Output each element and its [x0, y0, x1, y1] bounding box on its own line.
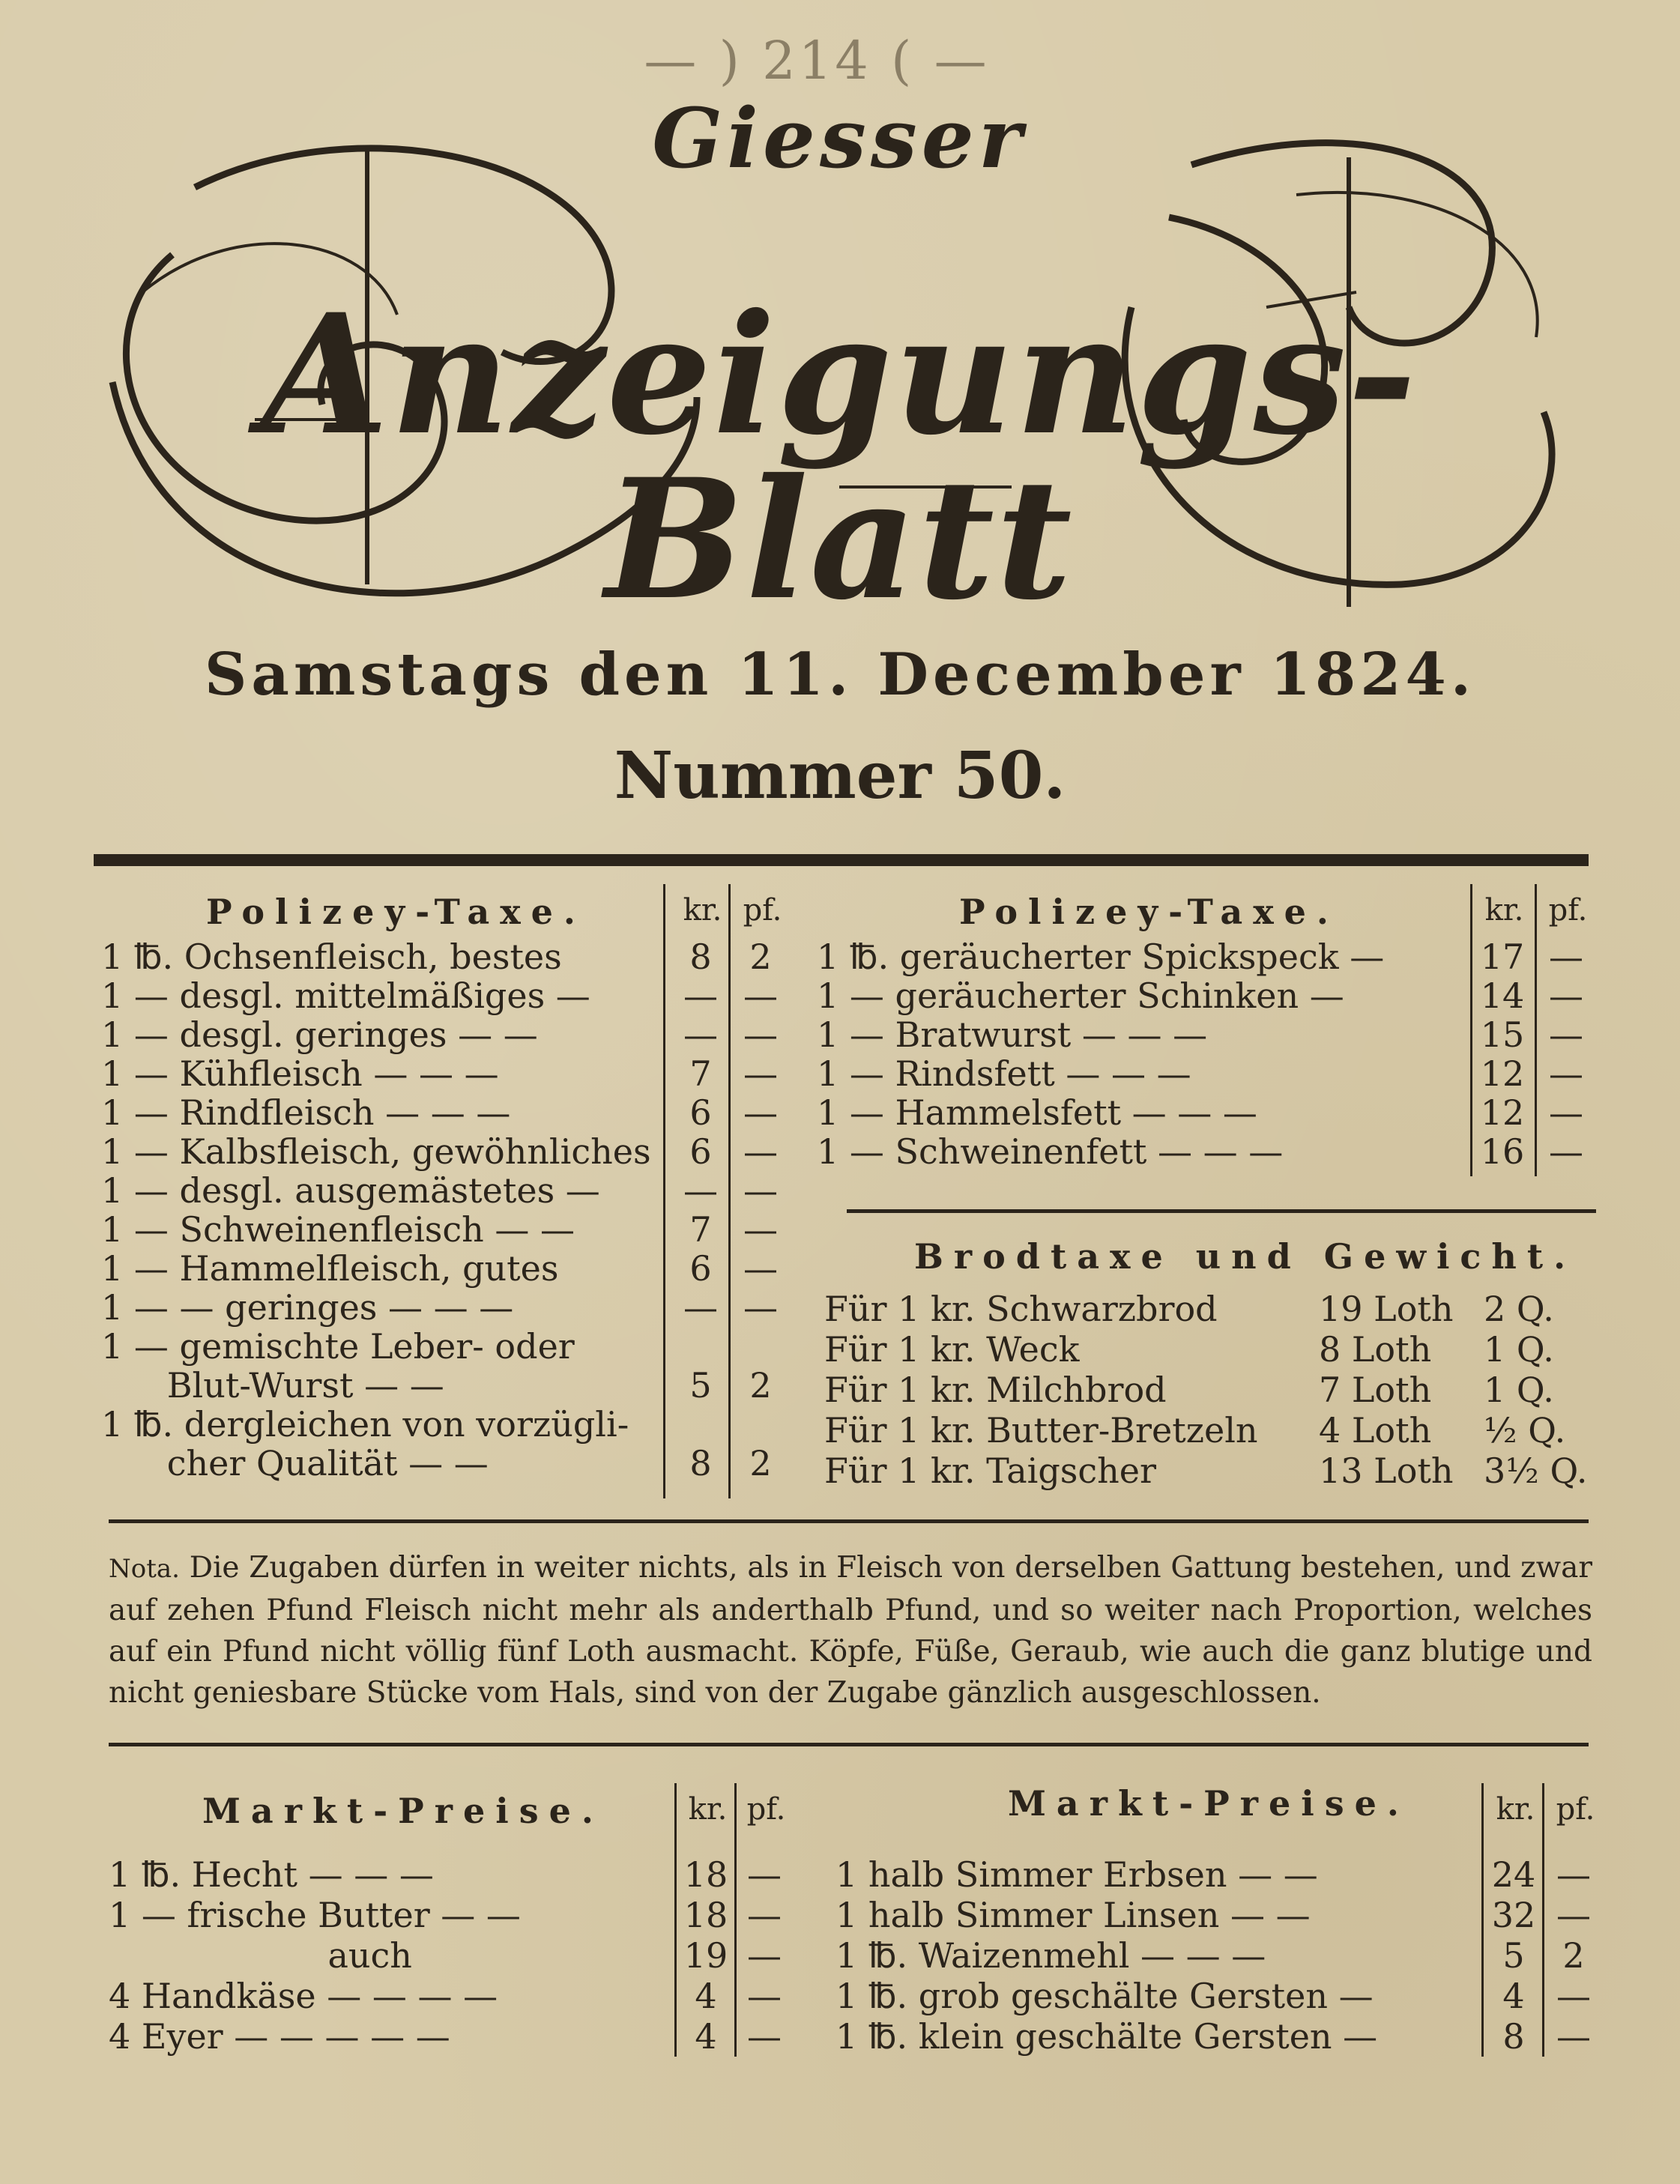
row-pf-value: — — [1556, 1854, 1591, 1895]
table-row — [101, 975, 791, 1014]
row-kr-value: — — [683, 1170, 718, 1211]
table-row — [109, 1895, 794, 1934]
table-row — [836, 1854, 1604, 1893]
row-loth-value: 8 Loth — [1319, 1329, 1432, 1370]
column-header-kr: kr. — [1484, 893, 1524, 928]
table-heading: Polizey-Taxe. — [206, 892, 586, 932]
row-kr-value: 18 — [683, 1895, 728, 1935]
row-pf-value: — — [747, 1895, 782, 1935]
row-item: 1 ℔. grob geschälte Gersten — — [836, 1976, 1374, 2016]
row-pf-value: — — [743, 1170, 778, 1211]
nota-label: Nota. — [109, 1554, 180, 1584]
row-item: 1 halb Simmer Erbsen — — — [836, 1854, 1318, 1895]
table-row — [109, 2016, 794, 2055]
row-pf-value: — — [1556, 1895, 1591, 1935]
row-quent-value: 1 Q. — [1484, 1329, 1554, 1370]
table-row — [101, 1053, 791, 1092]
table-heading: Brodtaxe und Gewicht. — [914, 1236, 1577, 1277]
row-pf-value: — — [747, 2016, 782, 2057]
row-kr-value: 5 — [689, 1365, 712, 1406]
row-pf-value: — — [743, 1287, 778, 1328]
row-item: 1 — Hammelsfett — — — — [817, 1092, 1257, 1133]
row-kr-value: 8 — [1502, 2016, 1525, 2057]
table-row — [836, 1976, 1604, 2015]
row-item: auch — [109, 1935, 412, 1976]
row-kr-value: 32 — [1491, 1895, 1536, 1935]
row-loth-value: 4 Loth — [1319, 1410, 1432, 1451]
row-kr-value: 6 — [689, 1131, 712, 1172]
row-pf-value: — — [1549, 1014, 1583, 1055]
row-item: 4 Eyer — — — — — — [109, 2016, 450, 2057]
row-pf-value: — — [1549, 975, 1583, 1016]
row-kr-value: 6 — [689, 1248, 712, 1289]
table-row — [101, 1248, 791, 1287]
row-pf-value: — — [1556, 1976, 1591, 2016]
table-heading: Markt-Preise. — [1008, 1783, 1409, 1824]
row-kr-value: 5 — [1502, 1935, 1525, 1976]
masthead-big-title: Anzeigungs-Blatt — [261, 277, 1418, 636]
row-item: 1 — frische Butter — — — [109, 1895, 521, 1935]
header-rule — [94, 854, 1589, 866]
row-kr-value: 14 — [1480, 975, 1525, 1016]
row-kr-value: 8 — [689, 937, 712, 977]
table-row — [101, 1443, 791, 1482]
page-number-mark: — ) 214 ( — — [644, 30, 990, 91]
row-kr-value: 4 — [1502, 1976, 1525, 2016]
row-pf-value: — — [1549, 1053, 1583, 1094]
table-heading: Polizey-Taxe. — [959, 892, 1339, 932]
row-item: Für 1 kr. Taigscher — [824, 1451, 1156, 1491]
polizey-taxe-left — [101, 884, 802, 1513]
row-pf-value: 2 — [749, 1443, 772, 1483]
table-row — [824, 1451, 1604, 1489]
row-loth-value: 7 Loth — [1319, 1370, 1432, 1410]
column-header-kr: kr. — [1496, 1792, 1535, 1827]
row-pf-value: — — [743, 1248, 778, 1289]
polizey-taxe-right — [817, 884, 1604, 1199]
row-item: 1 — Hammelfleisch, gutes — [101, 1248, 559, 1289]
row-item: 1 — Schweinenfleisch — — — [101, 1209, 575, 1250]
table-row — [109, 1976, 794, 2015]
row-item: Für 1 kr. Butter-Bretzeln — [824, 1410, 1258, 1451]
row-kr-value: 17 — [1480, 937, 1525, 977]
row-pf-value: — — [743, 1092, 778, 1133]
masthead-small-title: Giesser — [652, 90, 1027, 187]
row-quent-value: 1 Q. — [1484, 1370, 1554, 1410]
row-pf-value: — — [743, 1209, 778, 1250]
row-pf-value: — — [1549, 1092, 1583, 1133]
column-header-pf: pf. — [1556, 1792, 1595, 1827]
row-item: 1 — desgl. ausgemästetes — — [101, 1170, 600, 1211]
column-header-pf: pf. — [743, 893, 782, 928]
row-item: 1 — desgl. geringes — — — [101, 1014, 538, 1055]
row-item: 1 — Kühfleisch — — — — [101, 1053, 499, 1094]
nota-text: Die Zugaben dürfen in weiter nichts, als in Fleisch von derselben Gattung bestehen, und zwar auf zehen Pfund Fleisch nicht mehr als anderthalb Pfund, und so weiter nach Proportion, welches auf ein Pfund nicht völlig fünf Loth ausmacht. Köpfe, Füße, Geraub, wie auch die ganz blutige und nicht geniesbare Stücke vom Hals, sind von der Zugabe gänzlich ausgeschlossen. — [109, 1551, 1592, 1710]
table-row — [109, 1935, 794, 1974]
table-row — [101, 1365, 791, 1404]
column-header-kr: kr. — [683, 893, 722, 928]
row-item: 1 — Kalbsfleisch, gewöhnliches — [101, 1131, 651, 1172]
table-row — [836, 1935, 1604, 1974]
row-kr-value: 8 — [689, 1443, 712, 1483]
row-kr-value: — — [683, 975, 718, 1016]
row-item: 1 ℔. Waizenmehl — — — — [836, 1935, 1266, 1976]
table-row — [101, 1287, 791, 1326]
section-rule — [847, 1209, 1596, 1213]
row-item: 1 ℔. Ochsenfleisch, bestes — [101, 937, 562, 977]
row-item: 1 ℔. klein geschälte Gersten — — [836, 2016, 1378, 2057]
row-kr-value: 4 — [695, 2016, 717, 2057]
table-row — [824, 1410, 1604, 1449]
row-item: cher Qualität — — — [101, 1443, 489, 1483]
row-item: 4 Handkäse — — — — — [109, 1976, 498, 2016]
row-kr-value: 15 — [1480, 1014, 1525, 1055]
row-item: 1 — Bratwurst — — — — [817, 1014, 1208, 1055]
row-item: 1 — desgl. mittelmäßiges — — [101, 975, 590, 1016]
table-row — [101, 1404, 791, 1443]
table-row — [817, 1014, 1596, 1053]
table-row — [824, 1329, 1604, 1368]
row-pf-value: — — [1549, 937, 1583, 977]
row-pf-value: — — [743, 1053, 778, 1094]
row-pf-value: — — [747, 1854, 782, 1895]
row-item: 1 — — geringes — — — — [101, 1287, 514, 1328]
table-row — [101, 1131, 791, 1170]
table-row — [817, 1131, 1596, 1170]
row-kr-value: 4 — [695, 1976, 717, 2016]
row-kr-value: 18 — [683, 1854, 728, 1895]
issue-number: Nummer 50. — [614, 738, 1066, 814]
markt-preise-left — [109, 1783, 806, 2068]
section-rule — [109, 1519, 1589, 1523]
row-pf-value: — — [743, 1014, 778, 1055]
row-kr-value: 12 — [1480, 1053, 1525, 1094]
table-row — [817, 1053, 1596, 1092]
row-pf-value: 2 — [749, 1365, 772, 1406]
table-row — [101, 1170, 791, 1209]
row-loth-value: 19 Loth — [1319, 1289, 1454, 1329]
row-quent-value: 3½ Q. — [1484, 1451, 1588, 1491]
table-row — [101, 937, 791, 975]
row-kr-value: 12 — [1480, 1092, 1525, 1133]
row-kr-value: 6 — [689, 1092, 712, 1133]
row-pf-value: 2 — [1562, 1935, 1585, 1976]
row-pf-value: — — [1549, 1131, 1583, 1172]
row-kr-value: — — [683, 1014, 718, 1055]
table-row — [824, 1370, 1604, 1409]
table-row — [101, 1326, 791, 1365]
masthead — [82, 67, 1596, 637]
row-item: Blut-Wurst — — — [101, 1365, 444, 1406]
row-item: 1 — Rindsfett — — — — [817, 1053, 1191, 1094]
brodtaxe-table — [824, 1229, 1604, 1498]
column-header-kr: kr. — [688, 1792, 728, 1827]
row-kr-value: 19 — [683, 1935, 728, 1976]
row-kr-value: 16 — [1480, 1131, 1525, 1172]
table-row — [824, 1289, 1604, 1328]
row-item: 1 ℔. Hecht — — — — [109, 1854, 434, 1895]
row-item: 1 halb Simmer Linsen — — — [836, 1895, 1311, 1935]
row-quent-value: ½ Q. — [1484, 1410, 1566, 1451]
row-item: 1 — geräucherter Schinken — — [817, 975, 1344, 1016]
row-item: 1 — Rindfleisch — — — — [101, 1092, 511, 1133]
row-kr-value: 7 — [689, 1053, 712, 1094]
row-kr-value: — — [683, 1287, 718, 1328]
table-row — [836, 2016, 1604, 2055]
table-row — [817, 975, 1596, 1014]
nota-paragraph — [109, 1547, 1592, 1713]
row-pf-value: — — [747, 1976, 782, 2016]
row-kr-value: 24 — [1491, 1854, 1536, 1895]
row-pf-value: 2 — [749, 937, 772, 977]
row-item: 1 ℔. geräucherter Spickspeck — — [817, 937, 1385, 977]
table-row — [101, 1092, 791, 1131]
row-item: Für 1 kr. Weck — [824, 1329, 1080, 1370]
table-row — [101, 1014, 791, 1053]
row-kr-value: 7 — [689, 1209, 712, 1250]
row-pf-value: — — [743, 975, 778, 1016]
column-header-pf: pf. — [1548, 893, 1588, 928]
row-pf-value: — — [743, 1131, 778, 1172]
column-header-pf: pf. — [746, 1792, 786, 1827]
table-row — [817, 1092, 1596, 1131]
table-row — [109, 1854, 794, 1893]
row-item: 1 — gemischte Leber- oder — [101, 1326, 575, 1367]
row-item: 1 ℔. dergleichen von vorzügli- — [101, 1404, 629, 1445]
section-rule — [109, 1743, 1589, 1746]
dateline: Samstags den 11. December 1824. — [205, 641, 1475, 709]
table-row — [836, 1895, 1604, 1934]
row-pf-value: — — [1556, 2016, 1591, 2057]
table-row — [817, 937, 1596, 975]
table-row — [101, 1209, 791, 1248]
table-heading: Markt-Preise. — [202, 1791, 604, 1831]
markt-preise-right — [836, 1783, 1607, 2068]
row-pf-value: — — [747, 1935, 782, 1976]
row-item: 1 — Schweinenfett — — — — [817, 1131, 1284, 1172]
row-item: Für 1 kr. Milchbrod — [824, 1370, 1167, 1410]
row-loth-value: 13 Loth — [1319, 1451, 1454, 1491]
row-quent-value: 2 Q. — [1484, 1289, 1554, 1329]
row-item: Für 1 kr. Schwarzbrod — [824, 1289, 1218, 1329]
